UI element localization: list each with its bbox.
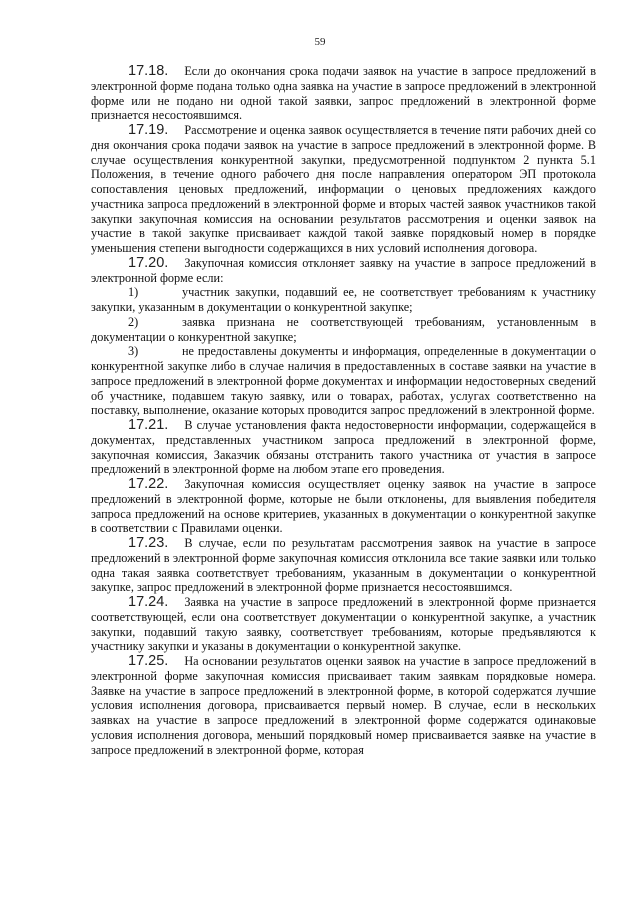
paragraph-17-25 — [91, 654, 596, 757]
clause-number: 17.24. — [128, 594, 169, 610]
document-body — [91, 64, 596, 757]
clause-number: 17.21. — [128, 417, 169, 433]
list-item-text: участник закупки, подавший ее, не соответствует требованиям к участнику закупки, указанным в документации о конкурентной закупке; — [91, 285, 596, 314]
clause-text: Если до окончания срока подачи заявок на участие в запросе предложений в электронной форме подана только одна заявка на участие в запросе предложений в электронной форме или не подано ни одной такой заявки, запрос предложений в электронной форме признается несостоявшимся. — [91, 64, 596, 123]
paragraph-17-22 — [91, 477, 596, 536]
list-item-text: заявка признана не соответствующей требованиям, установленным в документации о конкурентной закупке; — [91, 314, 596, 344]
paragraph-17-23 — [91, 536, 596, 595]
clause-number: 17.20. — [128, 254, 169, 271]
clause-text: В случае установления факта недостоверности информации, содержащейся в документах, представленных участником запроса предложений в электронной форме, закупочная комиссия, Заказчик обязаны отстранить такого участника от участия в запросе предложений в электронной форме на любом этапе его проведения. — [91, 418, 596, 477]
clause-number: 17.25. — [128, 653, 169, 669]
list-item-number: 2) — [128, 314, 139, 329]
clause-text: Заявка на участие в запросе предложений в электронной форме признается соответствующей, если она соответствует документации о конкурентной закупке, а участник закупки, подавший такую заявку, соответствует требованиям, которые предъявляются к участнику закупки и указаны в документации о конкурентной закупке. — [91, 595, 596, 654]
clause-text: Закупочная комиссия отклоняет заявку на участие в запросе предложений в электронной форме если: — [91, 255, 596, 285]
list-item-number: 1) — [128, 285, 139, 300]
list-item — [91, 344, 596, 418]
clause-number: 17.18. — [128, 63, 169, 79]
paragraph-17-24 — [91, 595, 596, 654]
clause-text: На основании результатов оценки заявок на участие в запросе предложений в электронной форме закупочная комиссия присваивает таким заявкам порядковые номера. Заявке на участие в запросе предложений в электронной форме, в которой содержатся лучшие условия исполнения договора, присваивается первый номер. В случае, если в нескольких заявках на участие в запросе предложений в электронной форме содержатся одинаковые условия исполнения договора, меньший порядковый номер присваивается заявке на участие в запросе предложений в электронной форме, которая — [91, 654, 596, 757]
list-item — [91, 285, 596, 315]
paragraph-17-18 — [91, 64, 596, 123]
list-item-text: не предоставлены документы и информация, определенные в документации о конкурентной закупке либо в случае наличия в предоставленных в составе заявки на участие в запросе предложений в электронной форме документах и информации недостоверных сведений об участнике, подавшем такую заявку, или о товарах, работах, услугах соответственно на поставку, выполнение, оказание которых проводится запрос предложений в электронной форме. — [91, 344, 596, 418]
list-item-number: 3) — [128, 344, 139, 359]
clause-text: Закупочная комиссия осуществляет оценку заявок на участие в запросе предложений в электронной форме, которые не были отклонены, для выявления победителя запроса предложений на основе критериев, указанных в документации о конкурентной закупке в соответствии с Правилами оценки. — [91, 477, 596, 536]
clause-text: Рассмотрение и оценка заявок осуществляется в течение пяти рабочих дней со дня окончания срока подачи заявок на участие в запросе предложений в электронной форме. В случае осуществления конкурентной закупки, предусмотренной подпунктом 2 пункта 5.1 Положения, в течение одного рабочего дня после направления оператором ЭП протокола сопоставления ценовых предложений, информации о ценовых предложениях каждого участника запроса предложений в электронной форме и вторых частей заявок участников такой закупки закупочная комиссия на основании результатов рассмотрения и оценки заявок на участие в такой закупке присваивает каждой такой заявке порядковый номер в порядке уменьшения степени выгодности содержащихся в них условий исполнения договора. — [91, 123, 597, 255]
clause-text: В случае, если по результатам рассмотрения заявок на участие в запросе предложений в электронной форме закупочная комиссия отклонила все такие заявки или только одна такая заявка соответствует требованиям, указанным в документации о конкурентной закупке, запрос предложений в электронной форме признается несостоявшимся. — [91, 536, 596, 595]
paragraph-17-19 — [91, 123, 596, 256]
clause-number: 17.19. — [128, 122, 169, 138]
clause-number: 17.23. — [128, 535, 169, 551]
list-item — [91, 315, 596, 345]
paragraph-17-20 — [91, 256, 596, 286]
paragraph-17-21 — [91, 418, 596, 477]
clause-number: 17.22. — [128, 476, 169, 492]
page-number: 59 — [314, 36, 326, 48]
